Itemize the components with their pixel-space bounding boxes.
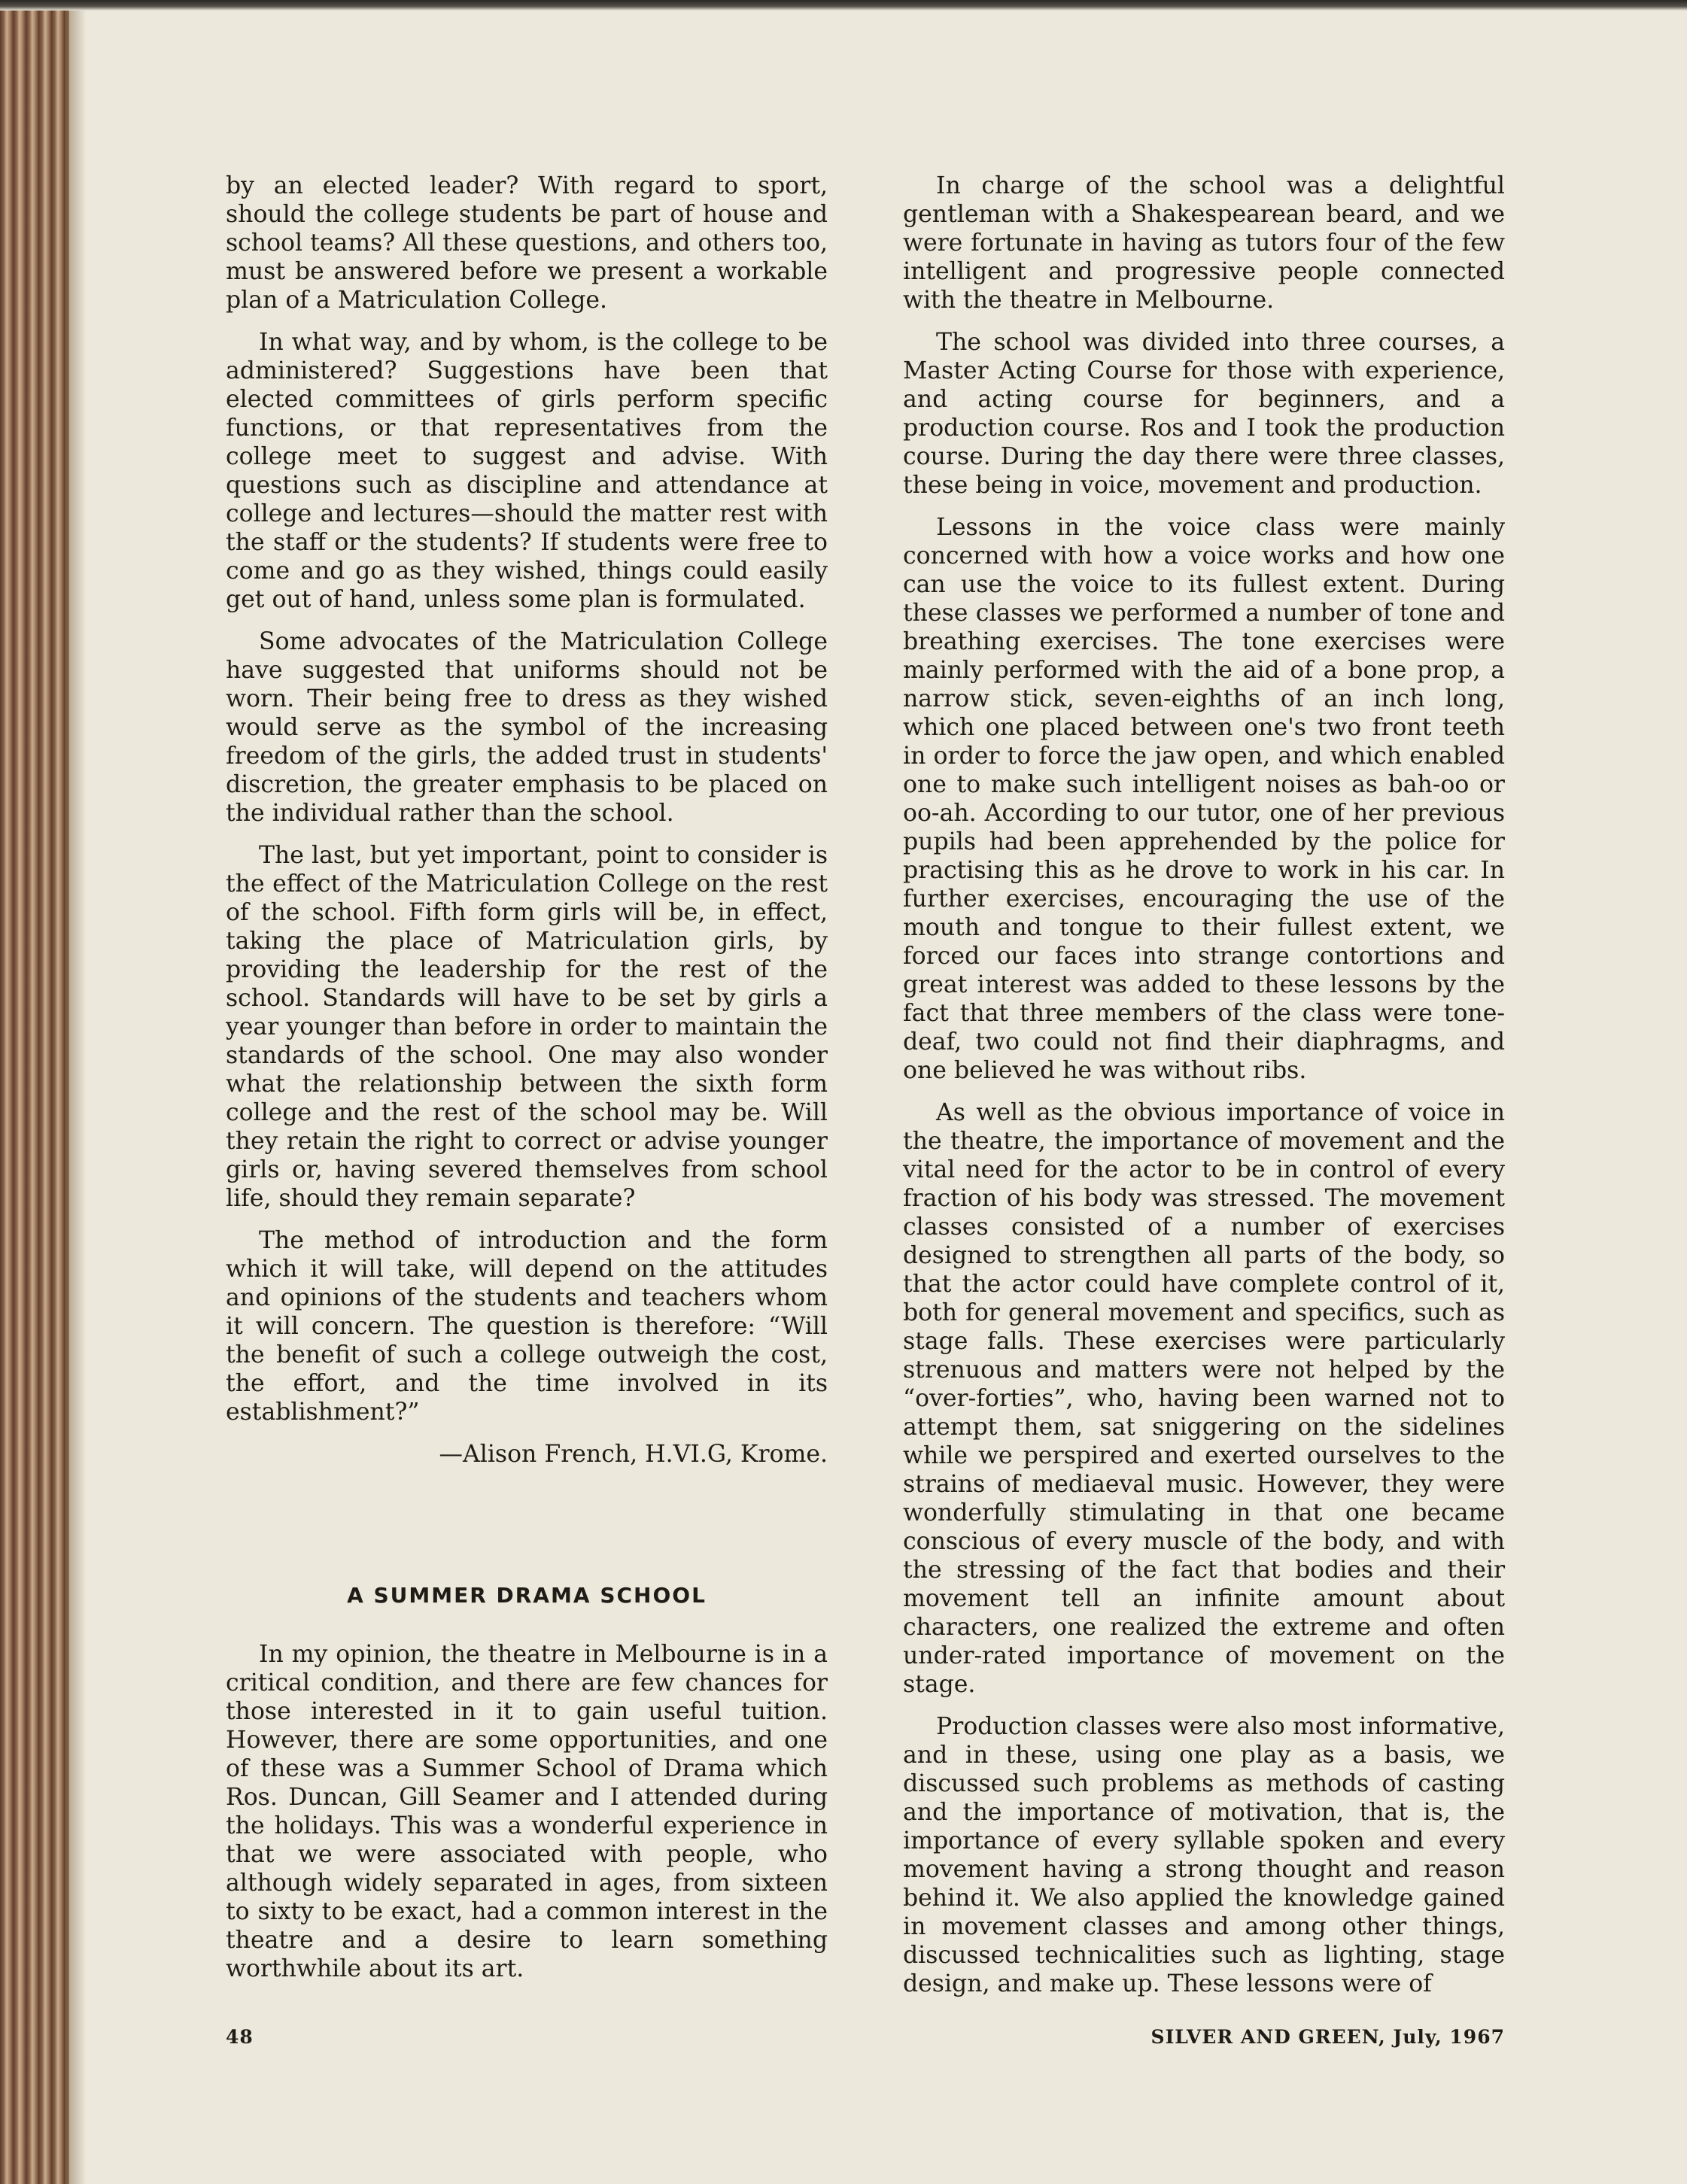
paragraph: The method of introduction and the form which it will take, will depend on the attitudes and opinions of the students and teachers whom it will concern. The question is therefore: “Will the benefit of such a college outweigh the cost, the effort, and the time involved in its establishment?” <box>226 1227 828 1426</box>
paragraph: Some advocates of the Matriculation College have suggested that uniforms should not be worn. Their being free to dress as they wished would serve as the symbol of the increasing freedom of the girls, the added trust in students' discretion, the greater emphasis to be placed on the individual rather than the school. <box>226 628 828 827</box>
section-heading: A SUMMER DRAMA SCHOOL <box>347 1583 707 1608</box>
author-signature: —Alison French, H.VI.G, Krome. <box>439 1441 828 1468</box>
paragraph: The last, but yet important, point to consider is the effect of the Matriculation College on the rest of the school. Fifth form girls will be, in effect, taking the place of Matriculation girls, by providing the leadership for the rest of the school. Standards will have to be set by girls a year younger than before in order to maintain the standards of the school. One may also wonder what the relationship between the sixth form college and the rest of the school may be. Will they retain the right to correct or advise younger girls or, having severed themselves from school life, should they remain separate? <box>226 842 828 1212</box>
book-binding <box>0 11 69 2184</box>
publication-footer: SILVER AND GREEN, July, 1967 <box>1151 2026 1505 2048</box>
page-number: 48 <box>226 2026 254 2048</box>
paragraph: As well as the obvious importance of voice in the theatre, the importance of movement and the vital need for the actor to be in control of every fraction of his body was stressed. The movement classes consisted of a number of exercises designed to strengthen all parts of the body, so that the actor could have complete control of it, both for general movement and specifics, such as stage falls. These exercises were particularly strenuous and matters were not helped by the “over-forties”, who, having been warned not to attempt them, sat sniggering on the sidelines while we perspired and exerted ourselves to the strains of mediaeval music. However, they were wonderfully stimulating in that one became conscious of every muscle of the body, and with the stressing of the fact that bodies and their movement tell an infinite amount about characters, one realized the extreme and often under-rated importance of movement on the stage. <box>903 1099 1505 1698</box>
paragraph: Production classes were also most informative, and in these, using one play as a basis, we discussed such problems as methods of casting and the importance of motivation, that is, the importance of every syllable spoken and every movement having a strong thought and reason behind it. We also applied the knowledge gained in movement classes and among other things, discussed technicalities such as lighting, stage design, and make up. These lessons were of <box>903 1713 1505 1997</box>
page-top-edge <box>0 0 1687 11</box>
paragraph: Lessons in the voice class were mainly concerned with how a voice works and how one can use the voice to its fullest extent. During these classes we performed a number of tone and breathing exercises. The tone exercises were mainly performed with the aid of a bone prop, a narrow stick, seven-eighths of an inch long, which one placed between one's two front teeth in order to force the jaw open, and which enabled one to make such intelligent noises as bah-oo or oo-ah. According to our tutor, one of her previous pupils had been apprehended by the police for practising this as he drove to work in his car. In further exercises, encouraging the use of the mouth and tongue to their fullest extent, we forced our faces into strange contortions and great interest was added to these lessons by the fact that three members of the class were tone-deaf, two could not find their diaphragms, and one believed he was without ribs. <box>903 514 1505 1084</box>
binding-shadow <box>65 11 86 2184</box>
right-column <box>903 172 1505 2012</box>
paragraph: In charge of the school was a delightful gentleman with a Shakespearean beard, and we were fortunate in having as tutors four of the few intelligent and progressive people connected with the theatre in Melbourne. <box>903 172 1505 314</box>
paragraph: In what way, and by whom, is the college to be administered? Suggestions have been that elected committees of girls perform specific functions, or that representatives from the college meet to suggest and advise. With questions such as discipline and attendance at college and lectures—should the matter rest with the staff or the students? If students were free to come and go as they wished, things could easily get out of hand, unless some plan is formulated. <box>226 329 828 613</box>
paragraph: In my opinion, the theatre in Melbourne is in a critical condition, and there are few chances for those interested in it to gain useful tuition. However, there are some opportunities, and one of these was a Summer School of Drama which Ros. Duncan, Gill Seamer and I attended during the holidays. This was a wonderful experience in that we were associated with people, who although widely separated in ages, from sixteen to sixty to be exact, had a common interest in the theatre and a desire to learn something worthwhile about its art. <box>226 1641 828 1982</box>
left-column <box>226 172 828 1997</box>
paragraph: The school was divided into three courses, a Master Acting Course for those with experience, and acting course for beginners, and a production course. Ros and I took the production course. During the day there were three classes, these being in voice, movement and production. <box>903 329 1505 499</box>
paragraph: by an elected leader? With regard to sport, should the college students be part of house and school teams? All these questions, and others too, must be answered before we present a workable plan of a Matriculation College. <box>226 172 828 314</box>
